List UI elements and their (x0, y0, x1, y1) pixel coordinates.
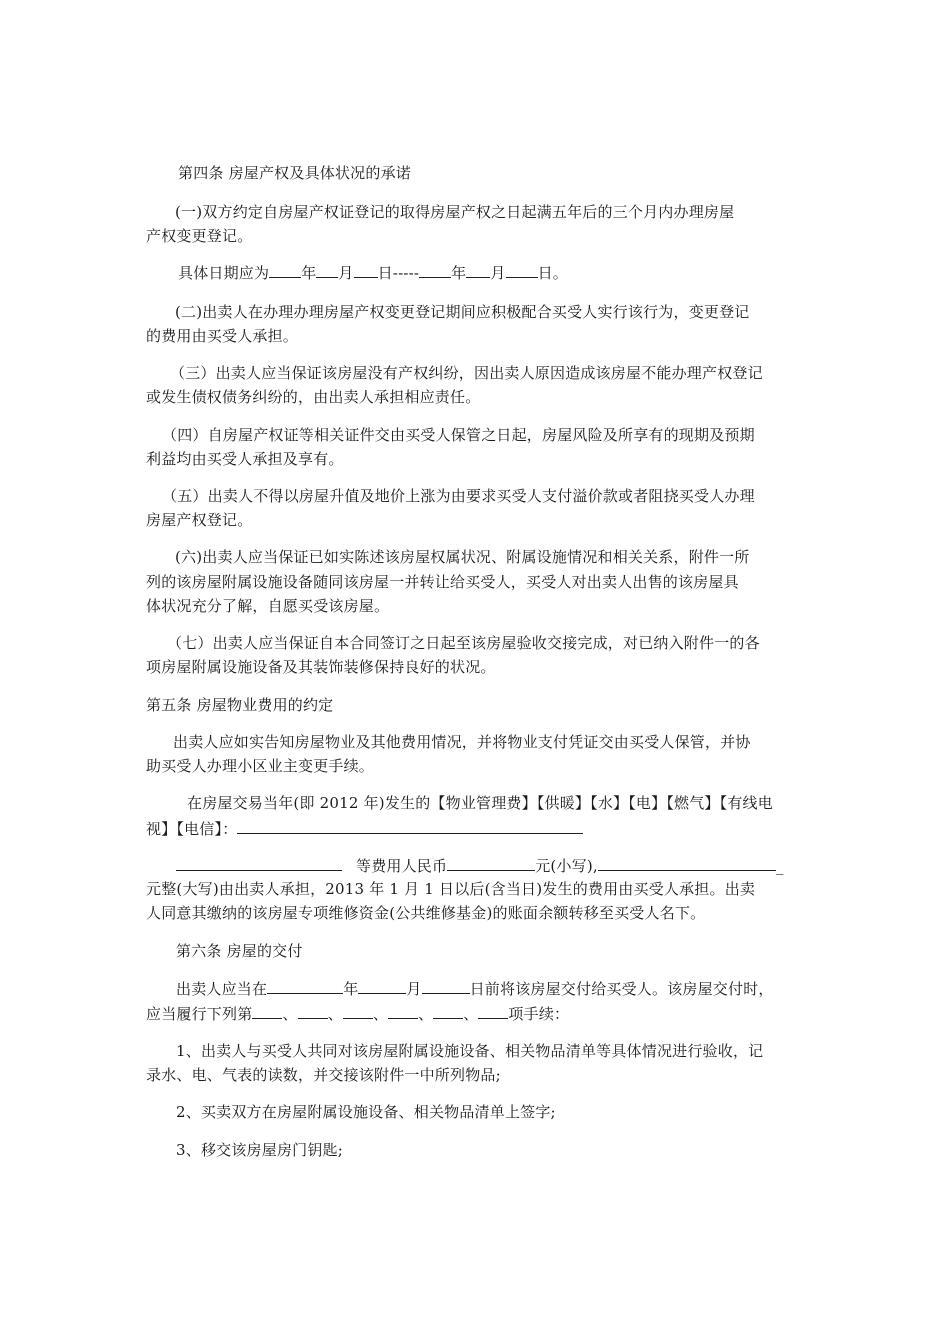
fee-amount-line (176, 855, 784, 876)
separator: 、 (372, 1005, 389, 1023)
delivery-prefix: 出卖人应当在 (176, 980, 268, 998)
procedures-line (146, 1003, 569, 1024)
blank-year-1 (269, 262, 301, 278)
article-4-clause-4: （四）自房屋产权证等相关证件交由买受人保管之日起，房屋风险及所享有的现期及预期 (162, 426, 755, 444)
blank-delivery-day (422, 978, 470, 994)
year-label: 年 (301, 264, 317, 282)
separator: 、 (418, 1005, 434, 1023)
blank-amount-capital (598, 855, 776, 871)
article-5-para-3-cont-1: 元整(大写)由出卖人承担，2013 年 1 月 1 日以后(含当日)发生的费用由买受人承担。出卖 (146, 880, 756, 898)
blank-day-2 (506, 262, 538, 278)
blank-proc-2 (298, 1003, 328, 1019)
article-4-title: 第四条 房屋产权及具体状况的承诺 (178, 164, 411, 182)
blank-proc-4 (388, 1003, 418, 1019)
blank-month-1 (316, 262, 338, 278)
blank-utilities-2 (463, 818, 583, 834)
article-5-para-2-cont (146, 818, 583, 839)
article-4-clause-5-cont: 房屋产权登记。 (146, 511, 253, 529)
month-label: 月 (490, 264, 506, 282)
article-6-title: 第六条 房屋的交付 (176, 942, 303, 960)
procedure-item-1: 1、出卖人与买受人共同对该房屋附属设施设备、相关物品清单等具体情况进行验收，记 (176, 1042, 764, 1060)
year-label: 年 (343, 980, 359, 998)
article-4-clause-4-cont: 利益均由买受人承担及享有。 (146, 450, 344, 468)
article-4-clause-6: (六)出卖人应当保证已如实陈述该房屋权属状况、附属设施情况和相关关系，附件一所 (175, 548, 750, 566)
delivery-date-line (176, 978, 774, 999)
blank-delivery-year (267, 978, 343, 994)
procedures-prefix: 应当履行下列第 (146, 1005, 253, 1023)
article-4-clause-6-cont-1: 列的该房屋附属设施设备随同该房屋一并转让给买受人，买受人对出卖人出售的该房屋具 (146, 573, 739, 591)
utilities-label: 视】【电信】： (146, 820, 238, 838)
procedure-item-3: 3、移交该房屋房门钥匙; (176, 1141, 343, 1159)
article-4-clause-1-cont: 产权变更登记。 (146, 227, 253, 245)
blank-month-2 (466, 262, 490, 278)
article-5-para-2: 在房屋交易当年(即 2012 年)发生的【物业管理费】【供暖】【水】【电】【燃气】【有线电 (187, 794, 773, 812)
article-5-para-1-cont: 助买受人办理小区业主变更手续。 (146, 757, 375, 775)
article-4-clause-6-cont-2: 体状况充分了解，自愿买受该房屋。 (146, 597, 390, 615)
separator: 、 (327, 1005, 343, 1023)
blank-proc-5 (433, 1003, 463, 1019)
blank-delivery-month (358, 978, 406, 994)
day-end-label: 日。 (537, 264, 568, 282)
blank-fee-items (176, 855, 342, 871)
article-4-clause-3: （三）出卖人应当保证该房屋没有产权纠纷，因出卖人原因造成该房屋不能办理产权登记 (170, 364, 763, 382)
article-5-title: 第五条 房屋物业费用的约定 (146, 696, 334, 714)
month-label: 月 (338, 264, 354, 282)
article-4-clause-2: (二)出卖人在办理办理房屋产权变更登记期间应积极配合买受人实行该行为，变更登记 (175, 303, 750, 321)
procedures-suffix: 项手续： (508, 1005, 570, 1023)
blank-proc-3 (343, 1003, 373, 1019)
blank-proc-1 (252, 1003, 282, 1019)
day-label: 日----- (377, 264, 420, 282)
yuan-small-label: 元(小写), (535, 857, 598, 875)
article-5-para-1: 出卖人应如实告知房屋物业及其他费用情况，并将物业支付凭证交由买受人保管，并协 (173, 733, 751, 751)
fee-label: 等费用人民币 (356, 857, 448, 875)
article-4-clause-7: （七）出卖人应当保证自本合同签订之日起至该房屋验收交接完成，对已纳入附件一的各 (167, 634, 760, 652)
underscore-tail: _ (775, 857, 784, 875)
separator: 、 (282, 1005, 298, 1023)
article-4-clause-1: (一)双方约定自房屋产权证登记的取得房屋产权之日起满五年后的三个月内办理房屋 (175, 203, 735, 221)
blank-utilities-1 (237, 818, 463, 834)
delivery-suffix: 日前将该房屋交付给买受人。该房屋交付时， (469, 980, 774, 998)
blank-amount-small (447, 855, 535, 871)
blank-proc-6 (478, 1003, 508, 1019)
article-4-clause-3-cont: 或发生债权债务纠纷的，由出卖人承担相应责任。 (146, 388, 481, 406)
blank-year-2 (419, 262, 451, 278)
year-label: 年 (451, 264, 467, 282)
procedure-item-1-cont: 录水、电、气表的读数，并交接该附件一中所列物品; (146, 1066, 501, 1084)
procedure-item-2: 2、买卖双方在房屋附属设施设备、相关物品清单上签字; (176, 1103, 556, 1121)
article-4-clause-2-cont: 的费用由买受人承担。 (146, 327, 299, 345)
separator: 、 (463, 1005, 479, 1023)
article-5-para-3-cont-2: 人同意其缴纳的该房屋专项维修资金(公共维修基金)的账面余额转移至买受人名下。 (146, 904, 706, 922)
date-line (178, 262, 568, 283)
article-4-clause-5: （五）出卖人不得以房屋升值及地价上涨为由要求买受人支付溢价款或者阻挠买受人办理 (162, 487, 755, 505)
date-prefix: 具体日期应为 (178, 264, 270, 282)
month-label: 月 (406, 980, 422, 998)
article-4-clause-7-cont: 项房屋附属设施设备及其装饰装修保持良好的状况。 (146, 658, 496, 676)
blank-day-1 (354, 262, 378, 278)
